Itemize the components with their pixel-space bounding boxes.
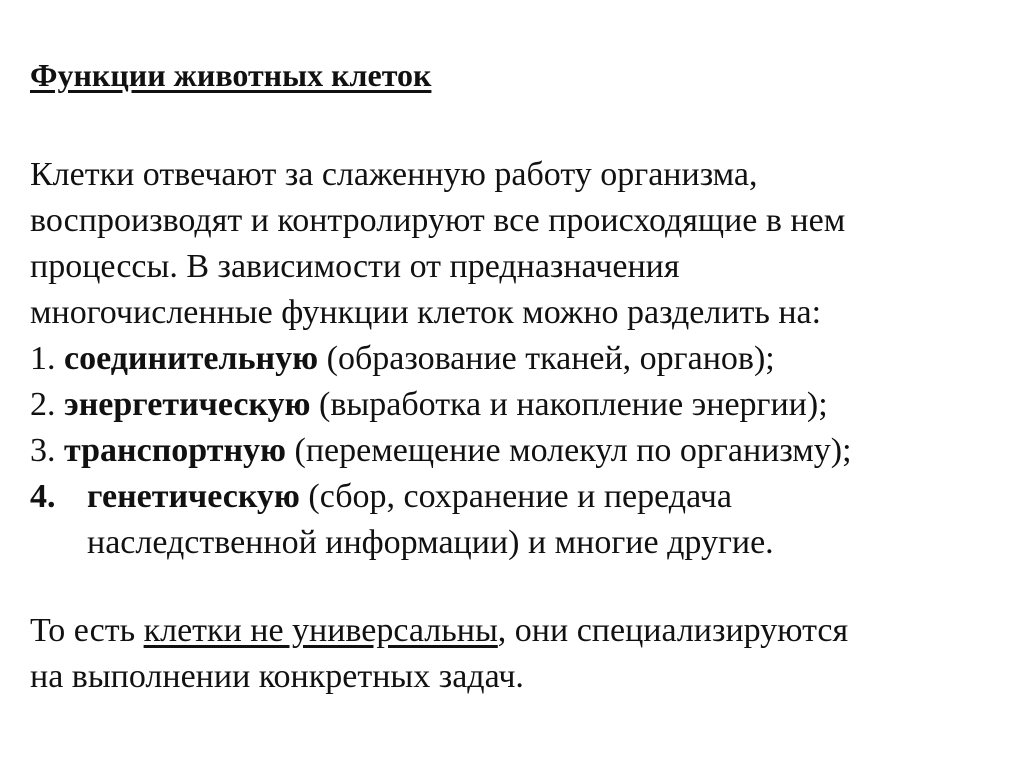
slide-title: Функции животных клеток — [30, 57, 432, 93]
list-item-number: 1. — [30, 340, 56, 377]
list-item-term: транспортную — [64, 432, 287, 469]
conclusion-underlined: клетки не универсальны — [143, 612, 498, 649]
list-item-4 — [30, 474, 1010, 566]
list-item-3 — [30, 428, 1010, 474]
conclusion-line-1 — [30, 608, 1010, 654]
list-item-desc-line-2: наследственной информации) и многие другие. — [87, 524, 774, 561]
intro-line-1: Клетки отвечают за слаженную работу организма, — [30, 156, 758, 193]
intro-line-2: воспроизводят и контролируют все происходящие в нем — [30, 202, 846, 239]
list-item-number: 3. — [30, 432, 56, 469]
spacer — [30, 566, 1010, 608]
conclusion-suffix: , они специализируются — [497, 612, 849, 649]
list-item-content — [87, 474, 774, 566]
list-item-number: 2. — [30, 386, 56, 423]
list-item-desc: (сбор, сохранение и передача — [308, 478, 732, 515]
intro-line-3: процессы. В зависимости от предназначения — [30, 248, 680, 285]
list-item-term: соединительную — [64, 340, 319, 377]
list-item-desc: (выработка и накопление энергии); — [319, 386, 828, 423]
conclusion-line-2: на выполнении конкретных задач. — [30, 658, 524, 695]
conclusion-prefix: То есть — [30, 612, 144, 649]
list-item-term: энергетическую — [64, 386, 311, 423]
intro-line-4: многочисленные функции клеток можно разделить на: — [30, 294, 822, 331]
list-item-desc: (образование тканей, органов); — [326, 340, 775, 377]
slide-body — [30, 152, 1010, 700]
list-item-desc: (перемещение молекул по организму); — [294, 432, 852, 469]
list-item-number: 4. — [30, 478, 56, 515]
list-item-term: генетическую — [87, 478, 300, 515]
list-item-1 — [30, 336, 1010, 382]
list-item-2 — [30, 382, 1010, 428]
